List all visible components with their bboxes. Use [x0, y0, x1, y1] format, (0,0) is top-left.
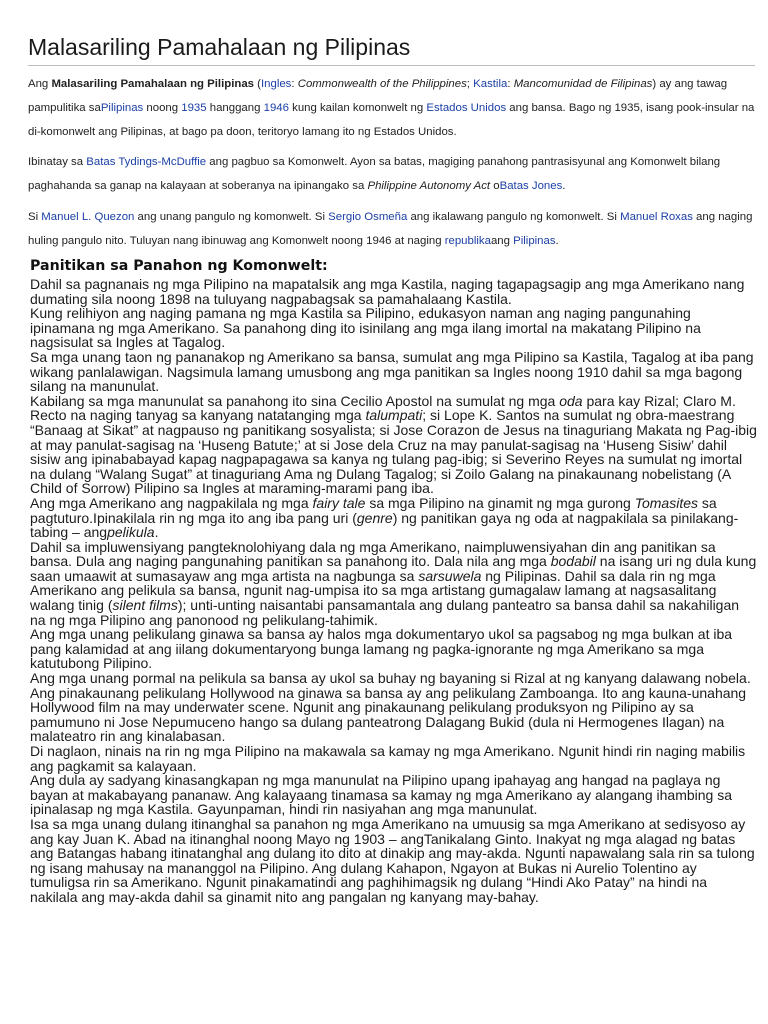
text: :	[291, 78, 298, 90]
body-paragraph	[30, 540, 758, 628]
text: (	[254, 78, 261, 90]
body-paragraph: Kung relihiyon ang naging pamana ng mga Kastila sa Pilipino, edukasyon naman ang naging pangunahing ipinamana ng mga Amerikano. Sa panahong ding ito isinilang ang mga ilang imortal na makatang Pilipino na nagsisulat sa Ingles at Tagalog.	[30, 305, 701, 351]
text: ang unang pangulo ng komonwelt. Si	[134, 211, 329, 223]
body-paragraph: Ang mga unang pormal na pelikula sa bansa ay ukol sa buhay ng bayaning si Rizal at ng kanyang dalawang nobela. Ang pinakaunang pelikulang Hollywood na ginawa sa bansa ay ang pelikulang Zamboanga. Ito ang kauna-unahang Hollywood film na may underwater scene. Ngunit ang pinakaunang pelikulang produksyon ng Pilipino ay sa pamumuno ni Jose Nepumuceno hango sa dulang panteatrong Dalagang Bukid (dula ni Hermogenes Ilagan) na malateatro rin ang kinalabasan.	[30, 670, 751, 745]
body-paragraph: Sa mga unang taon ng pananakop ng Amerikano sa bansa, sumulat ang mga Pilipino sa Kastila, Tagalog at iba pang wikang panlalawigan. Nagsimula lamang umusbong ang mga panitikan sa Ingles noong 1910 dahil sa mga bagong silang na manunulat.	[30, 348, 754, 395]
link-ingles[interactable]: Ingles	[260, 78, 292, 90]
text: Ibinatay sa	[28, 156, 87, 168]
link-estados-unidos[interactable]: Estados Unidos	[426, 102, 507, 114]
text: Kabilang sa mga manunulat sa panahong ito sina Cecilio Apostol na sumulat ng mga	[30, 392, 560, 409]
body-paragraph	[30, 496, 758, 540]
article-body	[30, 277, 758, 905]
text: sa mga Pilipino na ginamit ng mga gurong	[365, 494, 635, 511]
emphasis: bodabil	[550, 553, 596, 570]
link-manuel-roxas[interactable]: Manuel Roxas	[620, 211, 693, 223]
emphasis: oda	[559, 392, 583, 409]
title-divider	[28, 65, 755, 66]
text: ng Pilipinas. Dahil sa dala rin ng mga Amerikano ang pelikula sa bansa, ngunit nag-umpisa ito sa mga artistang gumagalaw lamang at nagsasalitang walang tinig (	[30, 567, 717, 614]
text: hanggang	[206, 102, 264, 114]
section-heading: Panitikan sa Panahon ng Komonwelt:	[30, 258, 328, 274]
act-name: Philippine Autonomy Act	[367, 180, 491, 192]
emphasis: genre	[356, 509, 393, 526]
body-paragraph: Di naglaon, ninais na rin ng mga Pilipino na makawala sa kamay ng mga Amerikano. Ngunit hindi rin naging mabilis ang pagkamit sa kalayaan.	[30, 743, 746, 774]
body-paragraph	[30, 394, 758, 496]
english-name: Commonwealth of the Philippines	[297, 78, 467, 90]
text: ;	[466, 78, 474, 90]
spanish-name: Mancomunidad de Filipinas	[513, 78, 653, 90]
text: ang	[490, 235, 514, 247]
text: noong	[143, 102, 182, 114]
text: .	[555, 235, 559, 247]
text: Ang mga Amerikano ang nagpakilala ng mga	[30, 494, 313, 511]
text: .	[562, 180, 566, 192]
intro-paragraph-3	[28, 205, 755, 253]
link-pilipinas[interactable]: Pilipinas	[100, 102, 144, 114]
text: :	[507, 78, 514, 90]
intro-paragraph-1	[28, 72, 755, 144]
intro-paragraph-2	[28, 150, 755, 198]
emphasis: sarsuwela	[418, 567, 482, 584]
text: sa pagtuturo.Ipinakilala rin ng mga ito ang iba pang uri (	[30, 494, 717, 526]
text: Dahil sa impluwensiyang pangteknolohiyang dala ng mga Amerikano, naimpluwensiyahan din ang panitikan sa bansa. Dula ang naging pangunahing panitikan sa panahong ito. Dala nila ang mga	[30, 538, 716, 570]
link-manuel-quezon[interactable]: Manuel L. Quezon	[41, 211, 135, 223]
link-1946[interactable]: 1946	[263, 102, 289, 114]
text: ) ng panitikan gaya ng oda at nagpakilala sa pinilakang-tabing – ang	[30, 509, 739, 541]
link-kastila[interactable]: Kastila	[473, 78, 508, 90]
text: na isang uri ng dula kung saan umaawit at sumasayaw ang mga artista na nagbunga sa	[30, 553, 757, 584]
text: ) ay ang tawag pampulitika sa	[28, 78, 728, 114]
link-sergio-osmena[interactable]: Sergio Osmeña	[328, 211, 408, 223]
text: .	[154, 524, 159, 541]
link-republika[interactable]: republika	[444, 235, 491, 247]
text: ang pagbuo sa Komonwelt. Ayon sa batas, magiging panahong pantrasisyunal ang Komonwelt bilang paghahanda sa ganap na kalayaan at soberanya na ipinangako sa	[28, 156, 721, 192]
link-1935[interactable]: 1935	[181, 102, 207, 114]
text: Si	[28, 211, 42, 223]
body-paragraph: Dahil sa pagnanais ng mga Pilipino na mapatalsik ang mga Kastila, naging tagapagsagip ang mga Amerikano nang dumating sila noong 1898 na tuluyang nagpabagsak sa pamahalaang Kastila.	[30, 276, 745, 307]
bold-article-name: Malasariling Pamahalaan ng Pilipinas	[51, 78, 255, 90]
text: kung kailan komonwelt ng	[288, 102, 427, 114]
text: ); unti-unting naisantabi pansamantala ang dulang panteatro sa bansa dahil sa nakahiligan na ng mga Pilipino ang panonood ng pelikulang-tahimik.	[30, 597, 740, 628]
emphasis: fairy tale	[312, 494, 366, 511]
emphasis: pelikula	[107, 524, 155, 541]
link-batas-jones[interactable]: Batas Jones	[499, 180, 563, 192]
text: ang bansa. Bago ng 1935, isang pook-insular na di-komonwelt ang Pilipinas, at bago pa doon, teritoryo lamang ito ng Estados Unidos.	[28, 102, 755, 138]
body-paragraph: Ang dula ay sadyang kinasangkapan ng mga manunulat na Pilipino upang ipahayag ang hangad na paglaya ng bayan at makabayang pananaw. Ang kalayaang tinamasa sa kamay ng mga Amerikano ay alangang ihambing sa ipinalasap ng mga Kastila. Gayunpaman, hindi rin nasiyahan ang mga manunulat.	[30, 772, 733, 818]
page-title: Malasariling Pamahalaan ng Pilipinas	[28, 34, 411, 60]
text: o	[490, 180, 500, 192]
text: para kay Rizal; Claro M. Recto na naging tanyag sa kanyang natatanging mga	[30, 392, 736, 424]
emphasis: silent films	[112, 597, 178, 614]
text: ; si Lope K. Santos na sumulat ng obra-maestrang “Banaag at Sikat” at nagpauso ng panitikang sosyalista; si Jose Corazon de Jesus na tinaguriang Makata ng Pag-ibig at may panulat-sagisag na ‘Huseng Batute;’ at si Jose dela Cruz na may panulat-sagisag na ‘Huseng Sisiw’ dahil sisiw ang ipinababayad kapag nagpapagawa sa kanya ng tulang pag-ibig; si Severino Reyes na sumulat ng imortal na dulang “Walang Sugat” at tinaguriang Ama ng Dulang Tagalog; si Zoilo Galang na pinakaunang nobelistang (A Child of Sorrow) Pilipino sa Ingles at maraming-marami pang iba.	[30, 407, 757, 497]
link-batas-tydings-mcduffie[interactable]: Batas Tydings-McDuffie	[86, 156, 207, 168]
text: ang ikalawang pangulo ng komonwelt. Si	[407, 211, 621, 223]
link-pilipinas[interactable]: Pilipinas	[513, 235, 556, 247]
text: ang naging huling pangulo nito. Tuluyan nang ibinuwag ang Komonwelt noong 1946 at naging	[28, 211, 753, 247]
text: Ang	[28, 78, 52, 90]
body-paragraph: Isa sa mga unang dulang itinanghal sa panahon ng mga Amerikano na umuusig sa mga Amerikano at sedisyoso ay ang kay Juan K. Abad na itinanghal noong Mayo ng 1903 – angTanikalang Ginto. Inakyat ng mga alagad ng batas ang Batangas habang itinatanghal ang dulang ito dito at dinakip ang may-akda. Ngunti napawalang sala rin sa tulong ng isang mahusay na mananggol na Pilipino. Ang dulang Kahapon, Ngayon at Bukas ni Aurelio Tolentino ay tumuligsa rin sa Amerikano. Ngunit pinakamatindi ang paghihimagsik ng dulang “Hindi Ako Patay” na hindi na nakilala ang may-akda dahil sa ginamit nito ang pangalan ng kanyang may-bahay.	[30, 815, 755, 905]
body-paragraph: Ang mga unang pelikulang ginawa sa bansa ay halos mga dokumentaryo ukol sa pagsabog ng mga bulkan at iba pang kalamidad at ang iilang dokumentaryong bunga lamang ng pagka-ignorante ng mga Amerikano sa mga katutubong Pilipino.	[30, 626, 733, 672]
emphasis: Tomasites	[634, 494, 699, 511]
emphasis: talumpati	[365, 407, 423, 424]
